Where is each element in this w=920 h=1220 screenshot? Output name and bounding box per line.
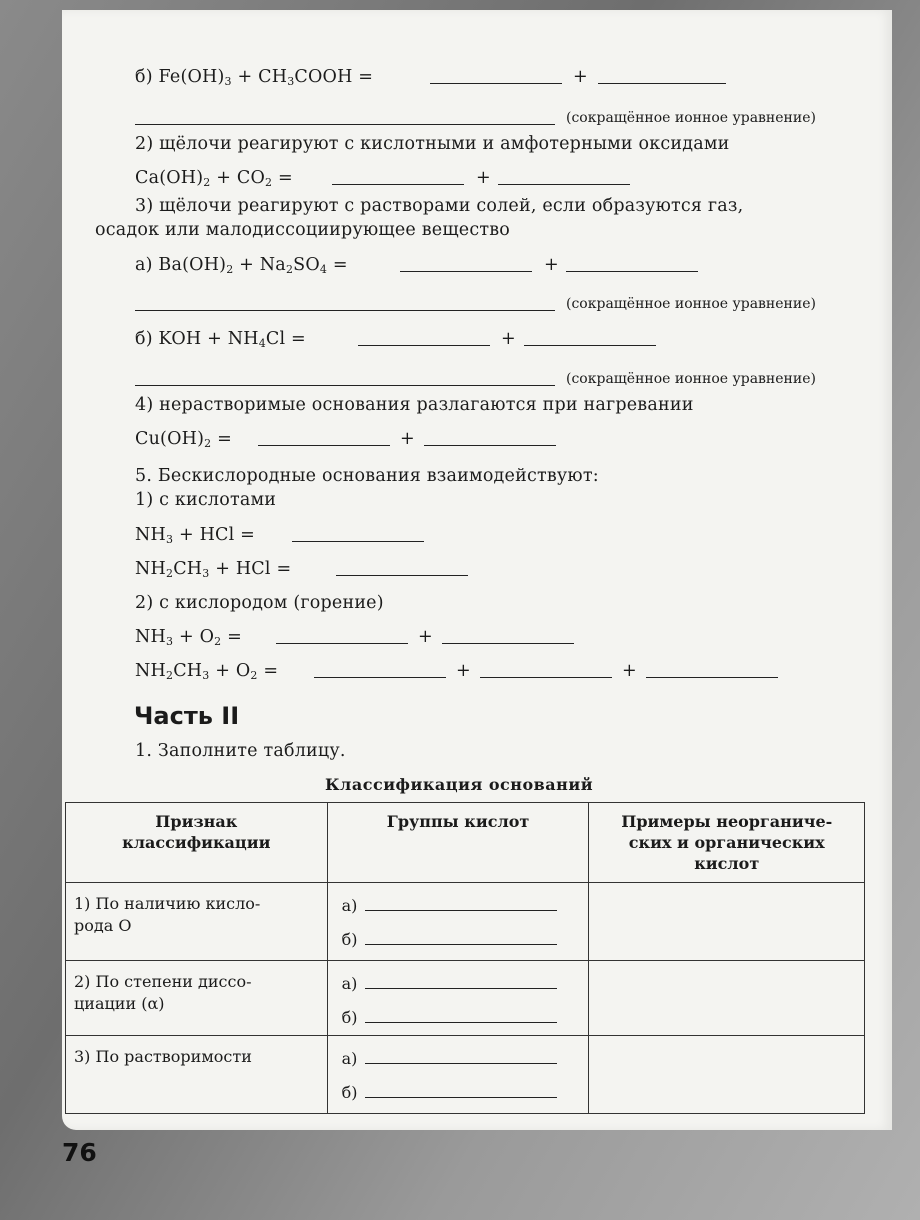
rule-3-line2: осадок или малодиссоциирующее вещество: [95, 220, 511, 240]
answer-blank[interactable]: [365, 944, 557, 945]
section-5-title: 5. Бескислородные основания взаимодействуют:: [135, 466, 599, 486]
equation-nh3-o2: $NH_3 + O_2$ =: [135, 627, 242, 648]
table-row: [66, 961, 865, 1036]
groups-cell: а) б): [328, 1036, 589, 1110]
answer-blank[interactable]: [524, 345, 656, 346]
answer-blank[interactable]: [480, 677, 612, 678]
answer-blank[interactable]: [566, 271, 698, 272]
answer-blank[interactable]: [365, 1063, 557, 1064]
answer-blank[interactable]: [258, 445, 390, 446]
criterion-cell: 3) По растворимости: [74, 1047, 252, 1066]
table-header-row: [66, 803, 865, 883]
part-heading: Часть II: [134, 702, 240, 730]
equation-ba-oh-2: а) $Ba(OH)_2 + Na_2SO_4$ =: [135, 255, 348, 276]
classification-table: [65, 802, 865, 1114]
plus-sign: +: [400, 429, 415, 449]
rule-4: 4) нерастворимые основания разлагаются при нагревании: [135, 395, 694, 415]
answer-blank[interactable]: [430, 83, 562, 84]
examples-cell[interactable]: [589, 883, 865, 961]
equation-cu-oh-2: $Cu(OH)_2$ =: [135, 429, 232, 450]
ionic-equation-blank[interactable]: [135, 310, 555, 311]
answer-blank[interactable]: [598, 83, 726, 84]
task-instruction: 1. Заполните таблицу.: [135, 741, 346, 761]
ionic-note: (сокращённое ионное уравнение): [566, 371, 816, 387]
ionic-note: (сокращённое ионное уравнение): [566, 296, 816, 312]
rule-3-line1: 3) щёлочи реагируют с растворами солей, если образуются газ,: [135, 196, 744, 216]
table-row: [66, 883, 865, 961]
plus-sign: +: [418, 627, 433, 647]
answer-blank[interactable]: [276, 643, 408, 644]
table-caption: Классификация оснований: [325, 775, 594, 794]
equation-koh: б) KOH + $NH_4Cl$ =: [135, 329, 306, 350]
answer-blank[interactable]: [292, 541, 424, 542]
rule-2: 2) щёлочи реагируют с кислотными и амфотерными оксидами: [135, 134, 730, 154]
answer-blank[interactable]: [365, 1097, 557, 1098]
answer-blank[interactable]: [424, 445, 556, 446]
criterion-cell: 2) По степени диссо- циации (α): [74, 972, 252, 1013]
criterion-cell: 1) По наличию кисло- рода O: [74, 894, 261, 935]
examples-cell[interactable]: [589, 961, 865, 1036]
ionic-equation-blank[interactable]: [135, 385, 555, 386]
answer-blank[interactable]: [358, 345, 490, 346]
answer-blank[interactable]: [365, 910, 557, 911]
plus-sign: +: [544, 255, 559, 275]
answer-blank[interactable]: [400, 271, 532, 272]
ionic-equation-blank[interactable]: [135, 124, 555, 125]
groups-cell: а) б): [328, 961, 589, 1035]
subsection-acids: 1) с кислотами: [135, 490, 277, 510]
equation-nh3-hcl: $NH_3$ + HCl =: [135, 525, 256, 546]
answer-blank[interactable]: [332, 184, 464, 185]
answer-blank[interactable]: [646, 677, 778, 678]
answer-blank[interactable]: [365, 988, 557, 989]
header-examples: Примеры неорганиче- ских и органических кислот: [589, 803, 865, 883]
plus-sign: +: [456, 661, 471, 681]
answer-blank[interactable]: [365, 1022, 557, 1023]
ionic-note: (сокращённое ионное уравнение): [566, 110, 816, 126]
table-row: [66, 1036, 865, 1114]
page-number: 76: [62, 1138, 97, 1167]
plus-sign: +: [501, 329, 516, 349]
answer-blank[interactable]: [314, 677, 446, 678]
plus-sign: +: [476, 168, 491, 188]
answer-blank[interactable]: [336, 575, 468, 576]
header-groups: Группы кислот: [327, 803, 589, 883]
answer-blank[interactable]: [442, 643, 574, 644]
examples-cell[interactable]: [589, 1036, 865, 1114]
answer-blank[interactable]: [498, 184, 630, 185]
equation-nh2ch3-hcl: $NH_2CH_3$ + HCl =: [135, 559, 292, 580]
equation-fe-oh-3: б) $Fe(OH)_3$ + $CH_3COOH$ =: [135, 67, 374, 88]
plus-sign: +: [622, 661, 637, 681]
equation-ca-oh-2: $Ca(OH)_2 + CO_2$ =: [135, 168, 293, 189]
plus-sign: +: [573, 67, 588, 87]
groups-cell: а) б): [328, 883, 589, 957]
subsection-oxygen: 2) с кислородом (горение): [135, 593, 384, 613]
header-criterion: Признак классификации: [66, 803, 328, 883]
equation-nh2ch3-o2: $NH_2CH_3 + O_2$ =: [135, 661, 279, 682]
